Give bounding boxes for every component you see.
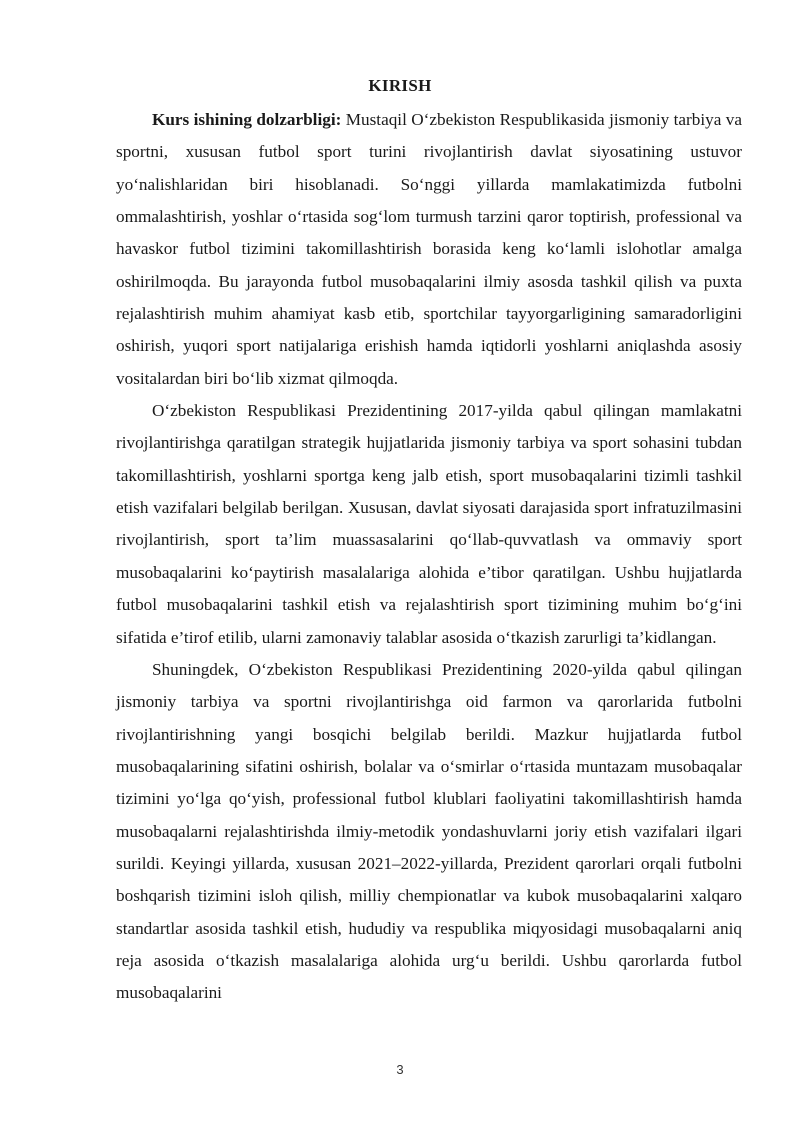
body-text (116, 104, 742, 1010)
page-number: 3 (396, 1062, 404, 1077)
paragraph-text: Mustaqil O‘zbekiston Respublikasida jismoniy tarbiya va sportni, xususan futbol sport turini rivojlantirish davlat siyosatining ustuvor yo‘nalishlaridan biri hisoblanadi. So‘nggi yillarda mamlakatimizda futbolni ommalashtirish, yoshlar o‘rtasida sog‘lom turmush tarzini qaror toptirish, professional va havaskor futbol tizimini takomillashtirish borasida keng ko‘lamli islohotlar amalga oshirilmoqda. Bu jarayonda futbol musobaqalarini ilmiy asosda tashkil qilish va puxta rejalashtirish muhim ahamiyat kasb etib, sportchilar tayyorgarligining samaradorligini oshirish, yuqori sport natijalariga erishish hamda iqtidorli yoshlarni aniqlashda asosiy vositalardan biri bo‘lib xizmat qilmoqda. (116, 110, 743, 388)
paragraph-relevance (116, 104, 742, 395)
paragraph-lead: Kurs ishining dolzarbligi: (152, 110, 342, 129)
paragraph-2020-decrees: Shuningdek, O‘zbekiston Respublikasi Prezidentining 2020-yilda qabul qilingan jismoniy tarbiya va sportni rivojlantirishga oid farmon va qarorlarida futbolni rivojlantirishning yangi bosqichi belgilab berildi. Mazkur hujjatlarda futbol musobaqalarining sifatini oshirish, bolalar va o‘smirlar o‘rtasida muntazam musobaqalar tizimini yo‘lga qo‘yish, professional futbol klublari faoliyatini takomillashtirish hamda musobaqalarni rejalashtirishda ilmiy-metodik yondashuvlarni joriy etish vazifalari ilgari surildi. Keyingi yillarda, xususan 2021–2022-yillarda, Prezident qarorlari orqali futbolni boshqarish tizimini isloh qilish, milliy chempionatlar va kubok musobaqalarini xalqaro standartlar asosida tashkil etish, hududiy va respublika miqyosidagi musobaqalarni aniq reja asosida o‘tkazish masalalariga alohida urg‘u berildi. Ushbu qarorlarda futbol musobaqalarini (116, 659, 742, 1003)
section-title: KIRISH (368, 76, 432, 95)
paragraph-2017-strategy: O‘zbekiston Respublikasi Prezidentining 2017-yilda qabul qilingan mamlakatni rivojlantirishga qaratilgan strategik hujjatlarida jismoniy tarbiya va sport sohasini tubdan takomillashtirish, yoshlarni sportga keng jalb etish, sport musobaqalarini tizimli tashkil etish vazifalari belgilab berilgan. Xususan, davlat siyosati darajasida sport infratuzilmasini rivojlantirish, sport ta’lim muassasalarini qo‘llab-quvvatlash va ommaviy sport musobaqalarini ko‘paytirish masalalariga alohida e’tibor qaratilgan. Ushbu hujjatlarda futbol musobaqalarini tashkil etish va rejalashtirish sport tizimining muhim bo‘g‘ini sifatida e’tirof etilib, ularni zamonaviy talablar asosida o‘tkazish zarurligi ta’kidlangan. (116, 401, 742, 647)
